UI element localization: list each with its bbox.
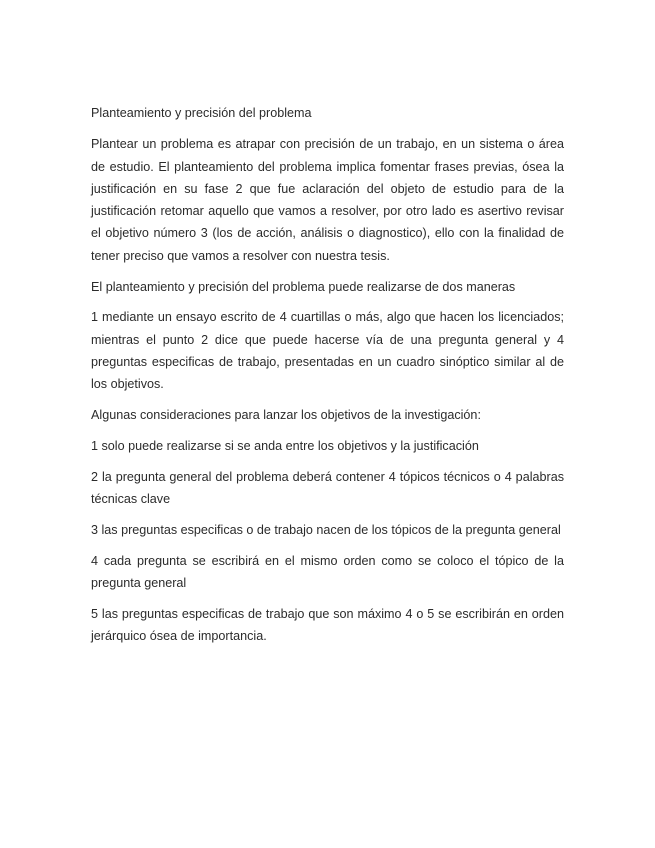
paragraph-intro: Plantear un problema es atrapar con precisión de un trabajo, en un sistema o área de estudio. El planteamiento del problema implica fomentar frases previas, ósea la justificación en su fase 2 que fue aclaración del objeto de estudio para de la justificación retomar aquello que vamos a resolver, por otro lado es asertivo revisar el objetivo número 3 (los de acción, análisis o diagnostico), ello con la finalidad de tener preciso que vamos a resolver con nuestra tesis. <box>91 137 564 263</box>
paragraph-ways: El planteamiento y precisión del problema puede realizarse de dos maneras <box>91 279 516 294</box>
consideration-item: 2 la pregunta general del problema deberá contener 4 tópicos técnicos o 4 palabras técnicas clave <box>91 469 564 506</box>
paragraph-way-1: 1 mediante un ensayo escrito de 4 cuartillas o más, algo que hacen los licenciados; mientras el punto 2 dice que puede hacerse vía de una pregunta general y 4 preguntas especificas de trabajo, presentadas en un cuadro sinóptico similar al de los objetivos. <box>91 310 564 392</box>
consideration-item: 1 solo puede realizarse si se anda entre los objetivos y la justificación <box>91 438 479 453</box>
consideration-item: 3 las preguntas especificas o de trabajo nacen de los tópicos de la pregunta general <box>91 522 561 537</box>
document-title: Planteamiento y precisión del problema <box>91 106 312 120</box>
consideration-item: 4 cada pregunta se escribirá en el mismo orden como se coloco el tópico de la pregunta general <box>91 553 564 590</box>
paragraph-considerations-heading: Algunas consideraciones para lanzar los objetivos de la investigación: <box>91 408 481 423</box>
consideration-item: 5 las preguntas especificas de trabajo que son máximo 4 o 5 se escribirán en orden jerárquico ósea de importancia. <box>91 606 564 643</box>
document-page <box>91 102 564 656</box>
